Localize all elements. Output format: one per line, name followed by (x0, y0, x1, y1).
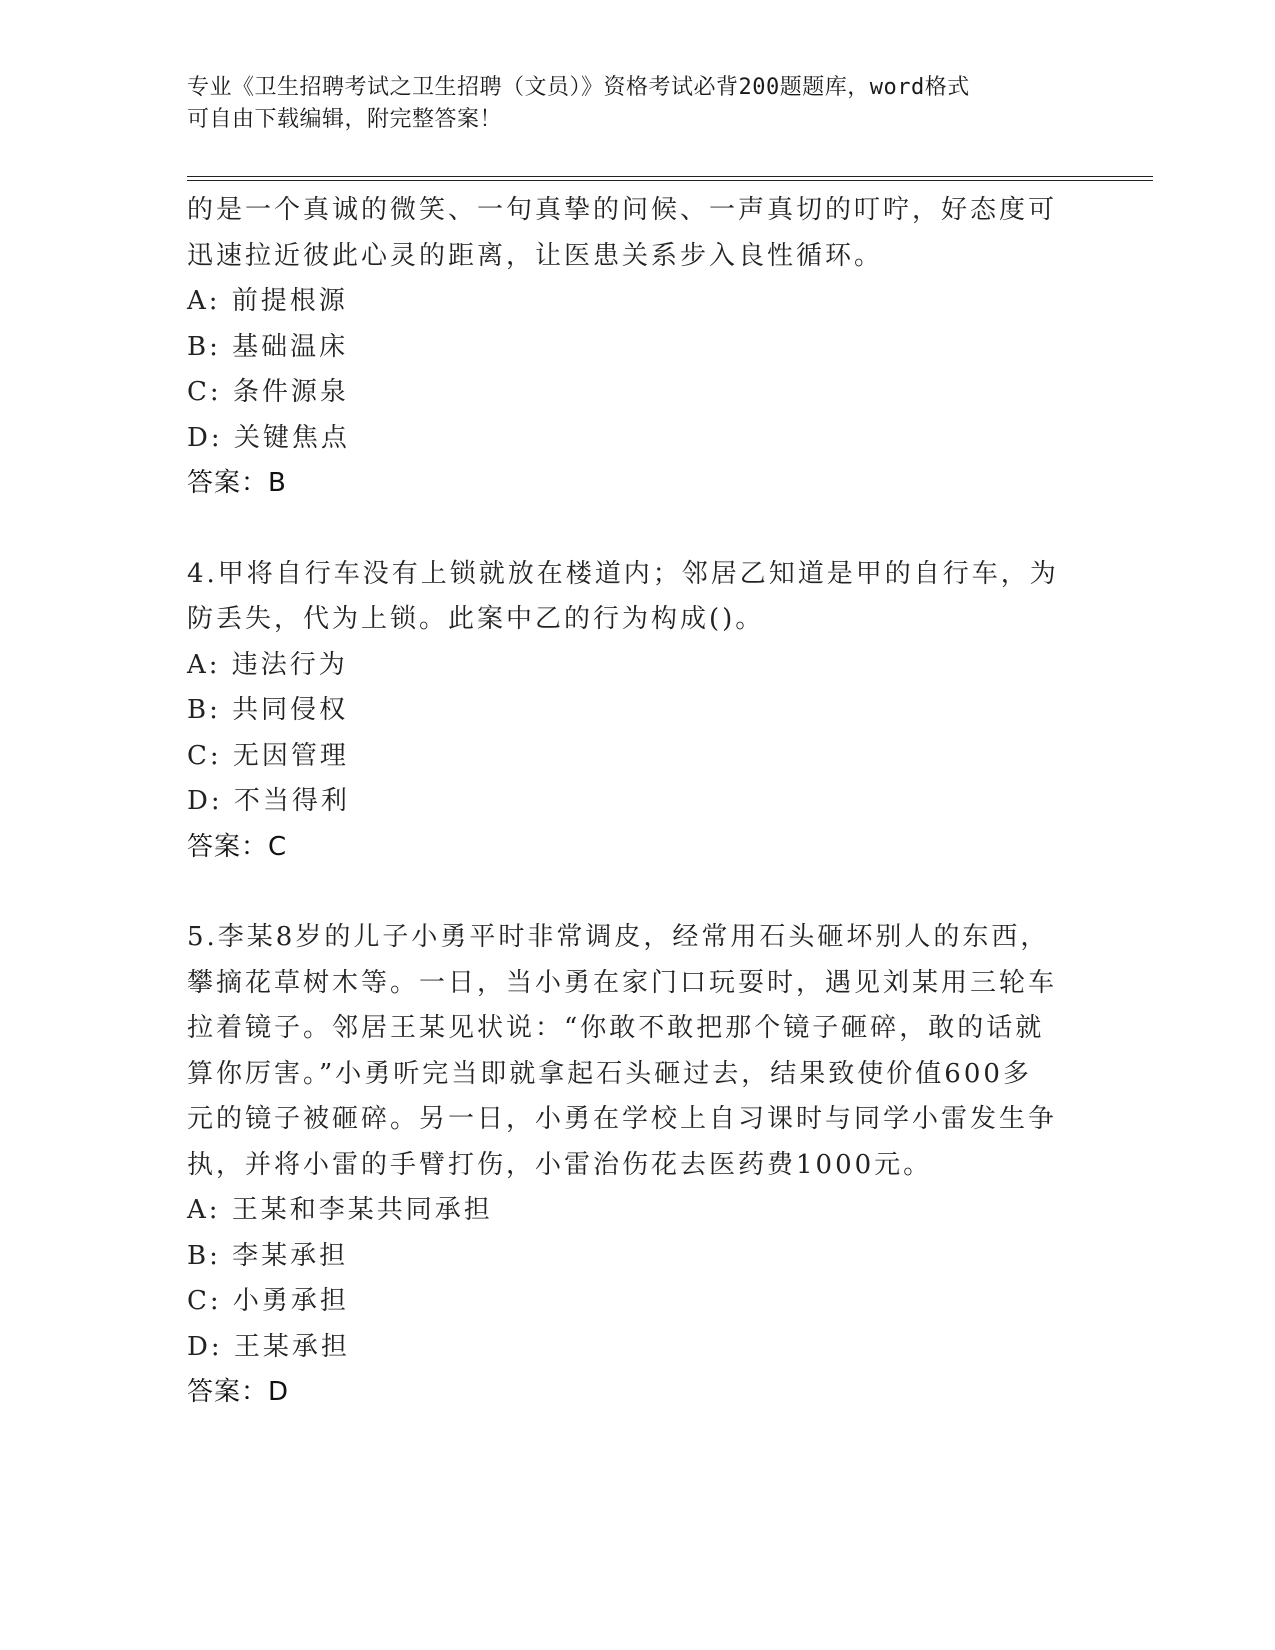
spacer (187, 870, 1067, 915)
option-b: B: 基础温床 (187, 331, 349, 362)
option-d: D: 不当得利 (187, 786, 350, 816)
option-d: D: 王某承担 (187, 1331, 350, 1362)
option-b: B: 共同侵权 (187, 695, 349, 725)
question-4 (187, 552, 1067, 871)
question-3 (187, 188, 1067, 507)
answer: 答案：D (187, 1377, 290, 1407)
header-divider (187, 176, 1153, 181)
question-text-line: 的是一个真诚的微笑、一句真挚的问候、一声真切的叮咛，好态度可 (187, 195, 1058, 225)
option-c: C: 条件源泉 (187, 377, 349, 407)
document-header (187, 72, 1067, 136)
option-c: C: 无因管理 (187, 740, 349, 771)
question-text-line: 执，并将小雷的手臂打伤，小雷治伤花去医药费1000元。 (187, 1149, 933, 1180)
option-a: A: 违法行为 (187, 649, 348, 680)
question-text-line: 算你厉害。”小勇听完当即就拿起石头砸过去，结果致使价值600多 (187, 1058, 1032, 1089)
header-line-1: 专业《卫生招聘考试之卫生招聘（文员）》资格考试必背200题题库，word格式 (187, 75, 970, 100)
answer: 答案：B (187, 468, 287, 498)
document-body (187, 188, 1067, 1416)
option-d: D: 关键焦点 (187, 422, 350, 453)
option-a: A: 前提根源 (187, 286, 348, 316)
spacer (187, 507, 1067, 552)
question-text-line: 迅速拉近彼此心灵的距离，让医患关系步入良性循环。 (187, 240, 884, 271)
question-text-line: 攀摘花草树木等。一日，当小勇在家门口玩耍时，遇见刘某用三轮车 (187, 967, 1058, 998)
question-text-line: 元的镜子被砸碎。另一日，小勇在学校上自习课时与同学小雷发生争 (187, 1104, 1058, 1134)
option-b: B: 李某承担 (187, 1240, 349, 1271)
question-text-line: 5.李某8岁的儿子小勇平时非常调皮，经常用石头砸坏别人的东西， (187, 922, 1050, 952)
question-text-line: 4.甲将自行车没有上锁就放在楼道内；邻居乙知道是甲的自行车，为 (187, 558, 1059, 589)
option-a: A: 王某和李某共同承担 (187, 1195, 493, 1225)
question-text-line: 拉着镜子。邻居王某见状说：“你敢不敢把那个镜子砸碎，敢的话就 (187, 1013, 1045, 1043)
question-5 (187, 915, 1067, 1416)
question-text-line: 防丢失，代为上锁。此案中乙的行为构成()。 (187, 604, 765, 634)
option-c: C: 小勇承担 (187, 1286, 349, 1316)
header-line-2: 可自由下载编辑，附完整答案！ (187, 107, 503, 132)
answer: 答案：C (187, 831, 288, 862)
